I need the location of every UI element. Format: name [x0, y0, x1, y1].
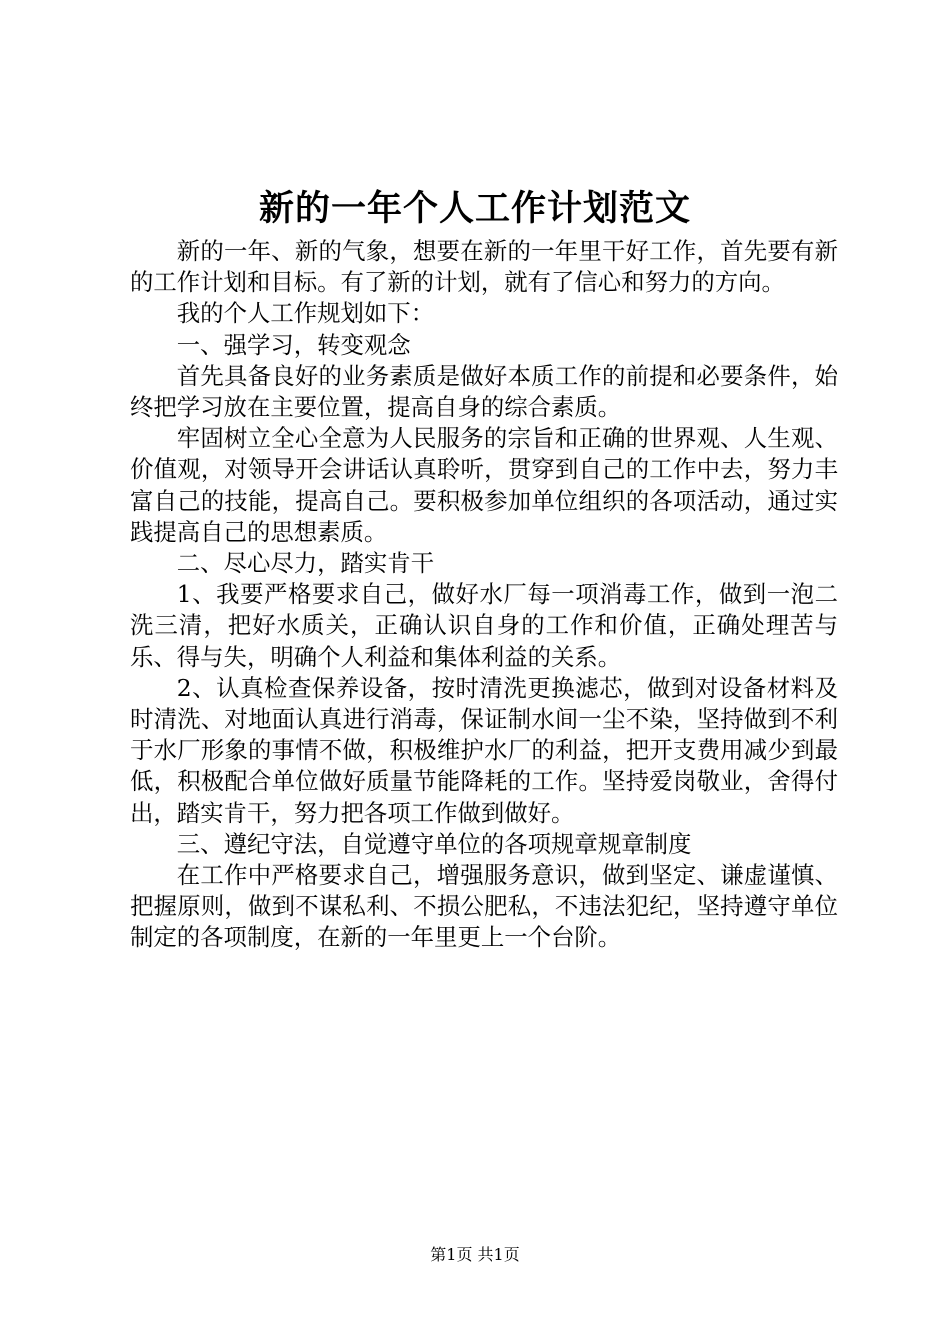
paragraph-section-2-item-1: 1、我要严格要求自己，做好水厂每一项消毒工作，做到一泡二洗三清，把好水质关，正确认识自身的工作和价值，正确处理苦与乐、得与失，明确个人利益和集体利益的关系。 — [130, 580, 838, 671]
paragraph-intro: 新的一年、新的气象，想要在新的一年里干好工作，首先要有新的工作计划和目标。有了新的计划，就有了信心和努力的方向。 — [130, 237, 838, 297]
page-footer: 第1页 共1页 — [430, 1245, 520, 1264]
paragraph-plan-lead: 我的个人工作规划如下： — [176, 299, 435, 328]
heading-section-2: 二、尽心尽力，踏实肯干 — [176, 549, 435, 578]
paragraph-section-2-item-2: 2、认真检查保养设备，按时清洗更换滤芯，做到对设备材料及时清洗、对地面认真进行消毒，保证制水间一尘不染，坚持做到不利于水厂形象的事情不做，积极维护水厂的利益，把开支费用减少到最低，积极配合单位做好质量节能降耗的工作。坚持爱岗敬业，舍得付出，踏实肯干，努力把各项工作做到做好。 — [130, 673, 838, 827]
paragraph-section-1-b: 牢固树立全心全意为人民服务的宗旨和正确的世界观、人生观、价值观，对领导开会讲话认真聆听，贯穿到自己的工作中去，努力丰富自己的技能，提高自己。要积极参加单位组织的各项活动，通过实践提高自己的思想素质。 — [130, 424, 838, 546]
heading-section-1: 一、强学习，转变观念 — [176, 330, 411, 359]
heading-section-3: 三、遵纪守法，自觉遵守单位的各项规章规章制度 — [176, 829, 692, 858]
paragraph-section-3: 在工作中严格要求自己，增强服务意识，做到坚定、谦虚谨慎、把握原则，做到不谋私利、不损公肥私，不违法犯纪，坚持遵守单位制定的各项制度，在新的一年里更上一个台阶。 — [130, 861, 838, 952]
document-title: 新的一年个人工作计划范文 — [258, 188, 691, 229]
document-body — [130, 236, 838, 954]
paragraph-section-1-a: 首先具备良好的业务素质是做好本质工作的前提和必要条件，始终把学习放在主要位置，提高自身的综合素质。 — [130, 361, 838, 422]
